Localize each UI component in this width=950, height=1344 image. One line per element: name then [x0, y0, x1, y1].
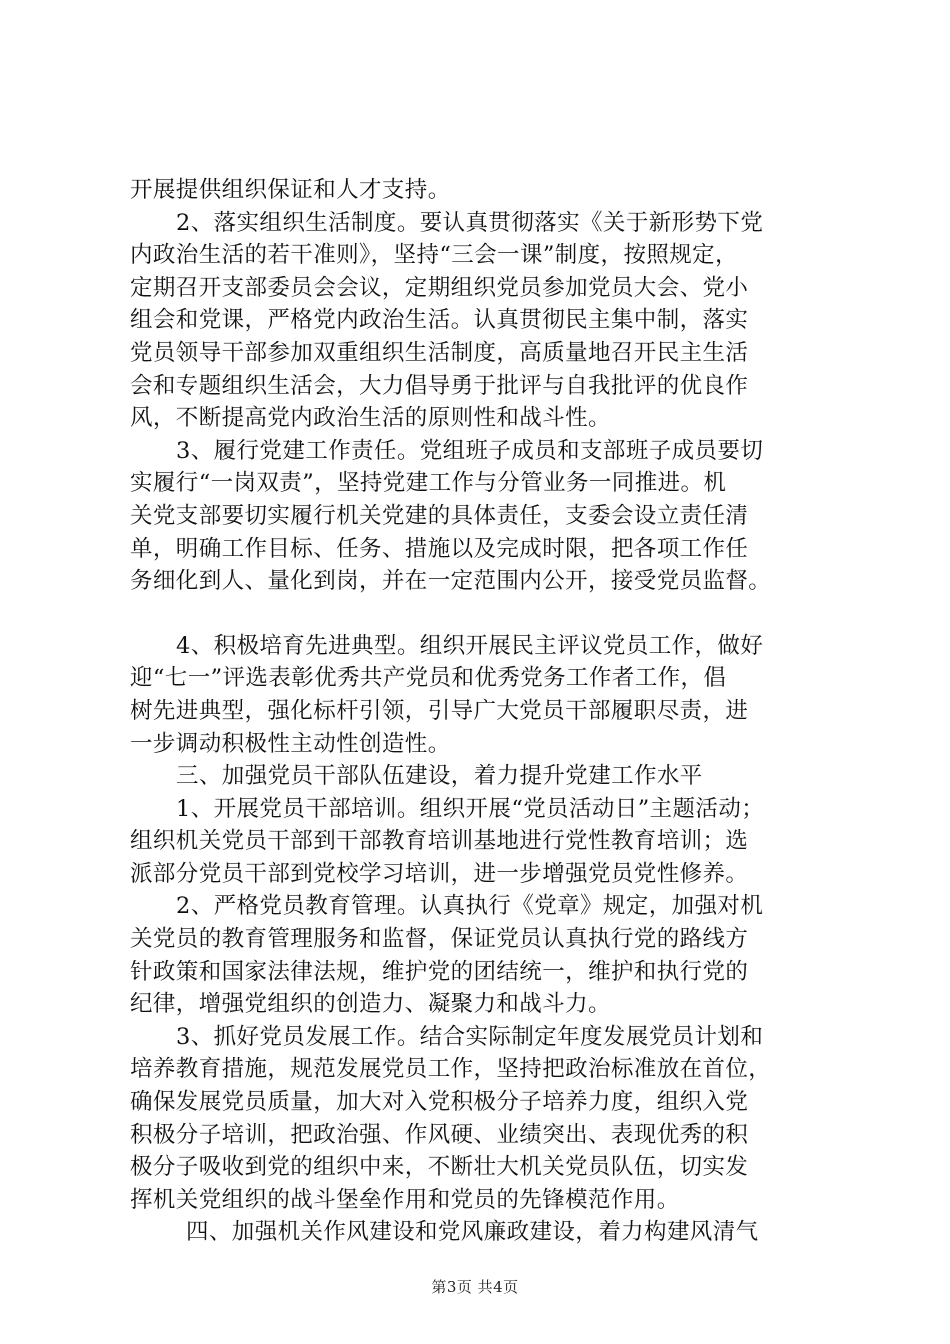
- text-line: 开展提供组织保证和人才支持。: [130, 177, 451, 203]
- text-line: 派部分党员干部到党校学习培训，进一步增强党员党性修养。: [130, 860, 749, 887]
- text-line: 纪律，增强党组织的创造力、凝聚力和战斗力。: [130, 991, 611, 1018]
- text-line: 单，明确工作目标、任务、措施以及完成时限，把各项工作任: [130, 535, 749, 562]
- text-line: 积极分子培训，把政治强、作风硬、业绩突出、表现优秀的积: [130, 1121, 749, 1148]
- text-line: 4、积极培育先进典型。组织开展民主评议党员工作，做好: [176, 632, 764, 659]
- text-line: 2、落实组织生活制度。要认真贯彻落实《关于新形势下党: [176, 209, 764, 236]
- text-line: 会和专题组织生活会，大力倡导勇于批评与自我批评的优良作: [130, 372, 749, 399]
- text-line: 关党员的教育管理服务和监督，保证党员认真执行党的路线方: [130, 926, 749, 953]
- paragraph-block-2: [130, 630, 830, 1249]
- text-line: 极分子吸收到党的组织中来，不断壮大机关党员队伍，切实发: [130, 1154, 749, 1181]
- text-line: 关党支部要切实履行机关党建的具体责任，支委会设立责任清: [130, 502, 749, 529]
- text-line: 3、抓好党员发展工作。结合实际制定年度发展党员计划和: [176, 1023, 764, 1050]
- text-line: 1、开展党员干部培训。组织开展“党员活动日”主题活动；: [176, 795, 765, 822]
- text-line: 培养教育措施，规范发展党员工作，坚持把政治标准放在首位，: [130, 1056, 772, 1083]
- text-line: 实履行“一岗双责”，坚持党建工作与分管业务一同推进。机: [130, 470, 727, 497]
- page-footer: 第3页 共4页: [431, 1278, 519, 1296]
- text-line: 定期召开支部委员会会议，定期组织党员参加党员大会、党小: [130, 274, 749, 301]
- text-line: 针政策和国家法律法规，维护党的团结统一，维护和执行党的: [130, 958, 749, 985]
- text-line: 组会和党课，严格党内政治生活。认真贯彻民主集中制，落实: [130, 307, 749, 334]
- text-line: 3、履行党建工作责任。党组班子成员和支部班子成员要切: [176, 437, 764, 464]
- text-line: 风，不断提高党内政治生活的原则性和战斗性。: [130, 405, 611, 432]
- text-line: 2、严格党员教育管理。认真执行《党章》规定，加强对机: [176, 893, 764, 920]
- text-line: 确保发展党员质量，加大对入党积极分子培养力度，组织入党: [130, 1089, 749, 1116]
- paragraph-gap: [130, 598, 830, 630]
- text-line: 务细化到人、量化到岗，并在一定范围内公开，接受党员监督。: [130, 568, 772, 595]
- text-line: 迎“七一”评选表彰优秀共产党员和优秀党务工作者工作，倡: [130, 665, 727, 692]
- text-line: 内政治生活的若干准则》，坚持“三会一课”制度，按照规定，: [130, 242, 738, 269]
- text-line: 一步调动积极性主动性创造性。: [130, 730, 451, 757]
- text-line: 挥机关党组织的战斗堡垒作用和党员的先锋模范作用。: [130, 1186, 680, 1213]
- paragraph-block-1: [130, 174, 830, 598]
- text-line: 党员领导干部参加双重组织生活制度，高质量地召开民主生活: [130, 339, 749, 366]
- text-line: 三、加强党员干部队伍建设，着力提升党建工作水平: [176, 763, 703, 790]
- text-line: 四、加强机关作风建设和党风廉政建设，着力构建风清气: [186, 1219, 759, 1246]
- text-line: 树先进典型，强化标杆引领，引导广大党员干部履职尽责，进: [130, 697, 749, 724]
- text-line: 组织机关党员干部到干部教育培训基地进行党性教育培训；选: [130, 828, 749, 855]
- document-body: [130, 174, 830, 1249]
